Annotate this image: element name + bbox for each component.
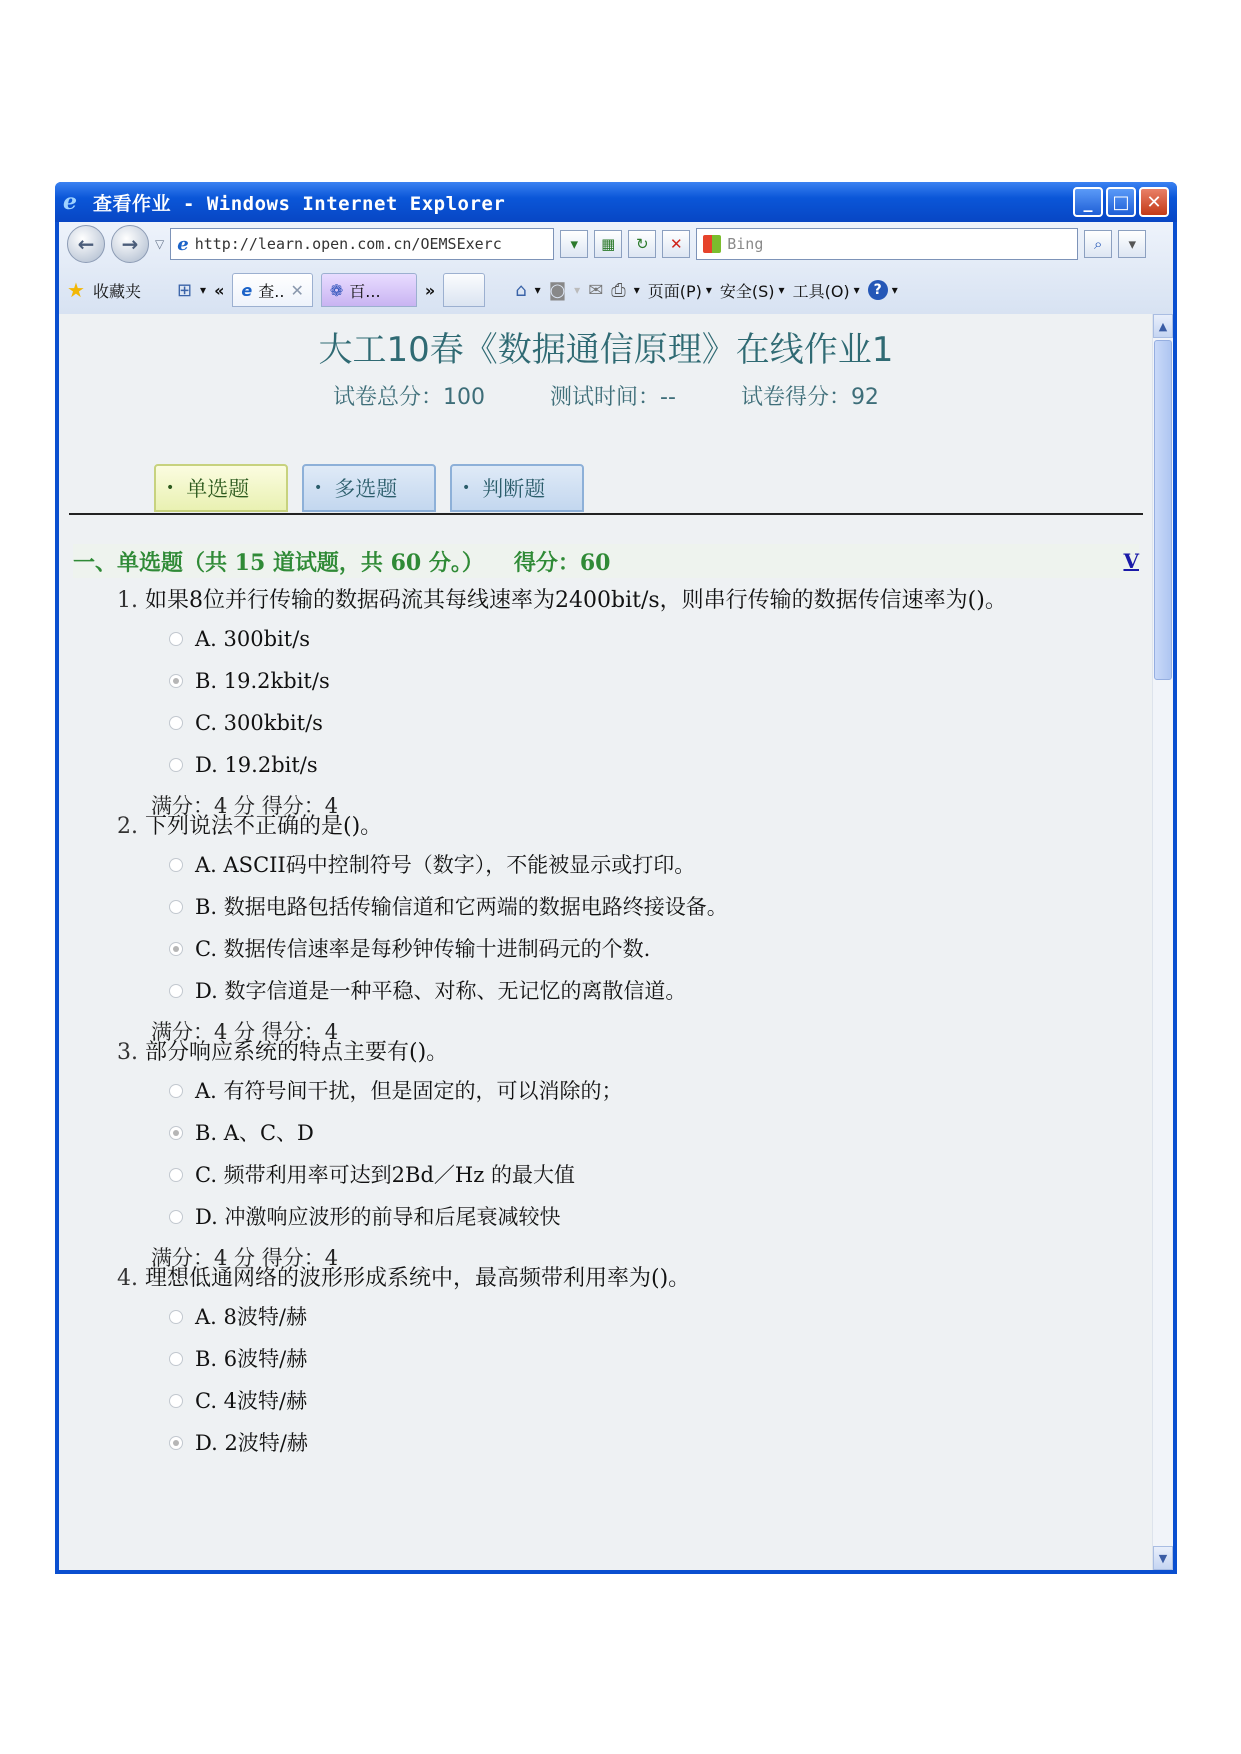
tab-true-false[interactable]: • 判断题 xyxy=(450,464,584,512)
answer-option[interactable] xyxy=(117,1154,1017,1196)
answer-option[interactable] xyxy=(117,928,1017,970)
answer-option[interactable] xyxy=(117,618,1017,660)
window-title: 查看作业 - Windows Internet Explorer xyxy=(93,192,506,215)
radio-button[interactable] xyxy=(169,632,183,646)
option-label: A. 300bit/s xyxy=(195,627,311,651)
refresh-button[interactable]: ↻ xyxy=(628,230,656,258)
tab-label: 判断题 xyxy=(482,477,546,501)
tab-single-choice[interactable]: • 单选题 xyxy=(154,464,288,512)
question-score: 满分：4 分 得分：4 xyxy=(151,794,339,818)
home-icon[interactable]: ⌂ xyxy=(515,279,527,301)
answer-option[interactable] xyxy=(117,1296,1017,1338)
browser-window xyxy=(55,182,1177,1574)
radio-button[interactable] xyxy=(169,1084,183,1098)
question-item xyxy=(117,584,1017,826)
feeds-icon[interactable]: ◙ xyxy=(548,279,567,301)
tools-menu[interactable]: 工具(O) ▾ xyxy=(793,279,860,302)
tab-list-left-icon[interactable]: « xyxy=(214,280,225,300)
tab-baidu[interactable] xyxy=(321,273,417,307)
question-number: 4. xyxy=(117,1266,138,1291)
title-bar xyxy=(55,182,1177,222)
tab-page-icon: e xyxy=(241,280,253,300)
safety-menu-label: 安全(S) xyxy=(719,281,775,301)
option-label: C. 数据传信速率是每秒钟传输十进制码元的个数. xyxy=(195,937,651,961)
favorites-bar xyxy=(59,266,1173,315)
total-score: 试卷总分：100 xyxy=(333,385,486,410)
answer-option[interactable] xyxy=(117,844,1017,886)
vertical-scrollbar[interactable] xyxy=(1152,314,1173,1570)
exam-meta xyxy=(59,380,1153,411)
radio-button[interactable] xyxy=(169,984,183,998)
answer-option[interactable] xyxy=(117,886,1017,928)
radio-button[interactable] xyxy=(169,1310,183,1324)
answer-option[interactable] xyxy=(117,1422,1017,1464)
option-label: D. 冲激响应波形的前导和后尾衰减较快 xyxy=(195,1205,561,1229)
home-dropdown-icon[interactable]: ▾ xyxy=(534,283,541,297)
ie-logo-icon: e xyxy=(63,189,77,215)
answer-option[interactable] xyxy=(117,1338,1017,1380)
question-number: 3. xyxy=(117,1040,138,1065)
option-label: B. 19.2kbit/s xyxy=(195,669,330,693)
minimize-button[interactable]: _ xyxy=(1073,187,1103,217)
test-time: 测试时间：-- xyxy=(550,385,676,410)
tab-label: 百... xyxy=(349,281,381,301)
question-item xyxy=(117,1036,1017,1278)
search-button[interactable]: ⌕ xyxy=(1084,230,1112,258)
question-item xyxy=(117,810,1017,1052)
tab-label: 查.. xyxy=(258,281,285,301)
tab-list-right-icon[interactable]: » xyxy=(424,280,436,300)
option-label: C. 300kbit/s xyxy=(195,711,323,735)
radio-button[interactable] xyxy=(169,1352,183,1366)
option-label: D. 2波特/赫 xyxy=(195,1431,308,1455)
option-label: D. 数字信道是一种平稳、对称、无记忆的离散信道。 xyxy=(195,979,687,1003)
radio-button[interactable] xyxy=(169,1210,183,1224)
favorites-star-icon[interactable]: ★ xyxy=(67,278,85,302)
option-label: D. 19.2bit/s xyxy=(195,753,318,777)
scroll-thumb[interactable] xyxy=(1154,340,1172,680)
page-menu-label: 页面(P) xyxy=(647,281,702,301)
question-text: 理想低通网络的波形形成系统中，最高频带利用率为()。 xyxy=(145,1266,691,1291)
address-bar[interactable] xyxy=(170,228,554,260)
question-text: 如果8位并行传输的数据码流其每线速率为2400bit/s，则串行传输的数据传信速率为()。 xyxy=(145,588,1007,613)
page-content xyxy=(59,314,1153,1570)
feeds-dropdown-icon[interactable]: ▾ xyxy=(574,283,581,297)
question-number: 1. xyxy=(117,588,138,613)
option-label: C. 4波特/赫 xyxy=(195,1389,308,1413)
radio-button[interactable] xyxy=(169,1126,183,1140)
scroll-up-button[interactable]: ▲ xyxy=(1153,314,1173,338)
radio-button[interactable] xyxy=(169,1168,183,1182)
quick-tabs-icon[interactable]: ⊞ xyxy=(176,279,193,301)
radio-button[interactable] xyxy=(169,942,183,956)
question-number: 2. xyxy=(117,814,138,839)
page-menu[interactable]: 页面(P) ▾ xyxy=(648,279,712,302)
compat-view-icon[interactable]: ▦ xyxy=(594,230,622,258)
exam-score: 试卷得分：92 xyxy=(740,385,879,410)
answer-option[interactable] xyxy=(117,660,1017,702)
option-label: A. 有符号间干扰，但是固定的，可以消除的； xyxy=(195,1079,623,1103)
question-score: 满分：4 分 得分：4 xyxy=(151,1020,339,1044)
stop-button[interactable]: ✕ xyxy=(662,230,690,258)
address-toolbar xyxy=(59,222,1173,266)
answer-option[interactable] xyxy=(117,1380,1017,1422)
print-dropdown-icon[interactable]: ▾ xyxy=(633,283,640,297)
address-dropdown-button[interactable]: ▾ xyxy=(560,230,588,258)
radio-button[interactable] xyxy=(169,758,183,772)
safety-menu[interactable]: 安全(S) ▾ xyxy=(720,279,785,302)
question-score: 满分：4 分 得分：4 xyxy=(151,1246,339,1270)
option-label: B. 数据电路包括传输信道和它两端的数据电路终接设备。 xyxy=(195,895,728,919)
option-label: C. 频带利用率可达到2Bd／Hz 的最大值 xyxy=(195,1163,575,1187)
print-icon[interactable]: ⎙ xyxy=(611,279,626,301)
close-button[interactable]: ✕ xyxy=(1139,187,1169,217)
browser-chrome xyxy=(59,222,1173,315)
divider xyxy=(69,513,1143,515)
help-menu[interactable]: ? ▾ xyxy=(868,280,898,300)
radio-button[interactable] xyxy=(169,858,183,872)
question-text-row xyxy=(117,810,1017,844)
option-label: B. A、C、D xyxy=(195,1121,314,1145)
tools-menu-label: 工具(O) xyxy=(792,281,850,301)
scroll-down-button[interactable]: ▼ xyxy=(1153,1546,1173,1570)
radio-button[interactable] xyxy=(169,716,183,730)
tab-label: 多选题 xyxy=(334,477,398,501)
question-text: 下列说法不正确的是()。 xyxy=(145,814,383,839)
history-dropdown-icon[interactable]: ▽ xyxy=(155,237,165,251)
page-icon: e xyxy=(177,233,189,255)
question-text-row xyxy=(117,584,1017,618)
tab-close-icon[interactable]: ✕ xyxy=(290,280,304,300)
forward-button[interactable]: → xyxy=(111,225,149,263)
search-placeholder: Bing xyxy=(727,235,764,253)
answer-option[interactable] xyxy=(117,970,1017,1012)
search-input[interactable] xyxy=(696,228,1078,260)
maximize-button[interactable]: □ xyxy=(1106,187,1136,217)
radio-button[interactable] xyxy=(169,1436,183,1450)
page-viewport xyxy=(59,314,1173,1570)
answer-option[interactable] xyxy=(117,1070,1017,1112)
section-heading: 一、单选题（共 15 道试题，共 60 分。） xyxy=(73,549,484,576)
tab-label: 单选题 xyxy=(186,477,250,501)
option-label: B. 6波特/赫 xyxy=(195,1347,308,1371)
answer-option[interactable] xyxy=(117,1196,1017,1238)
page-title: 大工10春《数据通信原理》在线作业1 xyxy=(318,330,894,370)
question-item xyxy=(117,1262,1017,1464)
section-score: 得分：60 xyxy=(513,549,611,576)
back-button[interactable]: ← xyxy=(67,225,105,263)
address-text: http://learn.open.com.cn/OEMSExerc xyxy=(194,235,502,253)
bing-logo-icon xyxy=(703,235,721,253)
radio-button[interactable] xyxy=(169,900,183,914)
tab-multiple-choice[interactable]: • 多选题 xyxy=(302,464,436,512)
question-text: 部分响应系统的特点主要有()。 xyxy=(145,1040,449,1065)
quick-tabs-dropdown-icon[interactable]: ▾ xyxy=(200,283,207,297)
question-type-tabs xyxy=(154,464,584,512)
option-label: A. ASCII码中控制符号（数字），不能被显示或打印。 xyxy=(195,853,696,877)
answer-option[interactable] xyxy=(117,744,1017,786)
new-tab-button[interactable] xyxy=(443,273,485,307)
answer-option[interactable] xyxy=(117,1112,1017,1154)
question-text-row xyxy=(117,1262,1017,1296)
radio-button[interactable] xyxy=(169,1394,183,1408)
answer-option[interactable] xyxy=(117,702,1017,744)
search-options-button[interactable]: ▾ xyxy=(1118,230,1146,258)
help-icon: ? xyxy=(868,280,888,300)
favorites-label[interactable]: 收藏夹 xyxy=(92,281,141,301)
mail-icon[interactable]: ✉ xyxy=(588,279,604,301)
radio-button[interactable] xyxy=(169,674,183,688)
baidu-paw-icon: ❁ xyxy=(329,280,344,300)
option-label: A. 8波特/赫 xyxy=(195,1305,307,1329)
tab-active[interactable] xyxy=(232,273,312,307)
section-header xyxy=(73,544,1139,578)
section-toggle-link[interactable]: V xyxy=(1123,549,1139,573)
question-text-row xyxy=(117,1036,1017,1070)
